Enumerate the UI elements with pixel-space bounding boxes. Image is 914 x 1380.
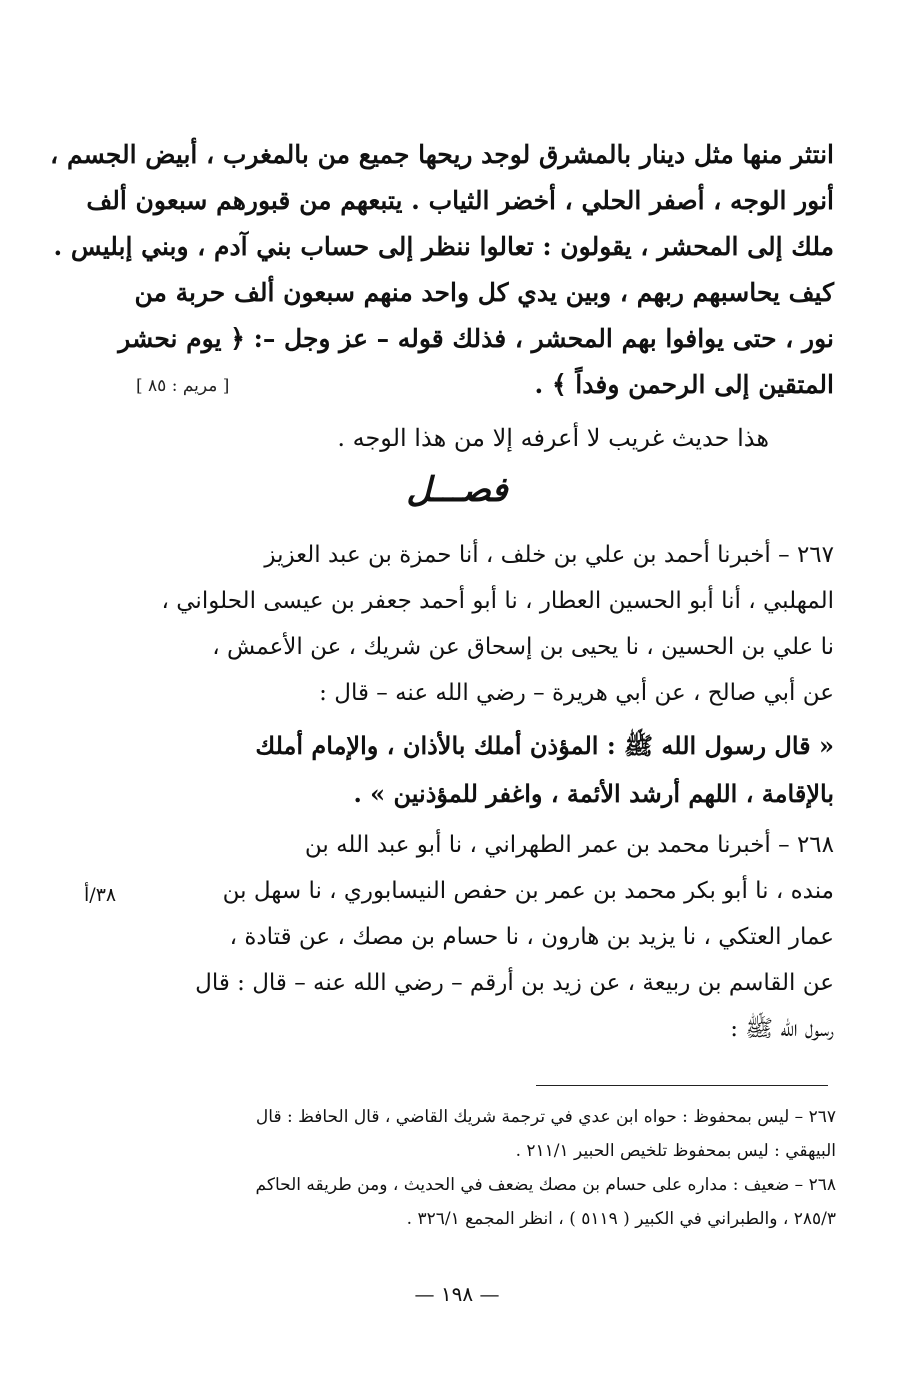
text-line: عمار العتكي ، نا يزيد بن هارون ، نا حسام بن مصك ، عن قتادة ، bbox=[229, 924, 834, 950]
text-line: المهلبي ، أنا أبو الحسين العطار ، نا أبو أحمد جعفر بن عيسى الحلواني ، bbox=[161, 588, 834, 614]
text-line: ٢٦٨ – أخبرنا محمد بن عمر الطهراني ، نا أبو عبد الله بن bbox=[304, 832, 834, 858]
text-line: منده ، نا أبو بكر محمد بن عمر بن حفص النيسابوري ، نا سهل بن bbox=[222, 878, 834, 904]
text-line: نا علي بن الحسين ، نا يحيى بن إسحاق عن شريك ، عن الأعمش ، bbox=[212, 634, 834, 660]
text-line: ملك إلى المحشر ، يقولون : تعالوا ننظر إلى حساب بني آدم ، وبني إبليس . bbox=[53, 232, 834, 261]
footnote-line: ٢٦٧ – ليس بمحفوظ : حواه ابن عدي في ترجمة شريك القاضي ، قال الحافظ : قال bbox=[255, 1107, 836, 1127]
page-number: — ١٩٨ — bbox=[414, 1282, 500, 1306]
text-line: كيف يحاسبهم ربهم ، وبين يدي كل واحد منهم سبعون ألف حربة من bbox=[134, 278, 834, 307]
section-heading: فصـــل bbox=[406, 470, 508, 510]
text-line: نور ، حتى يوافوا بهم المحشر ، فذلك قوله – عز وجل –: ﴿ يوم نحشر bbox=[118, 324, 834, 353]
text-line: عن أبي صالح ، عن أبي هريرة – رضي الله عنه – قال : bbox=[319, 680, 834, 706]
text-line: انتثر منها مثل دينار بالمشرق لوجد ريحها جميع من بالمغرب ، أبيض الجسم ، bbox=[50, 140, 834, 169]
hadith-268-chain bbox=[134, 822, 834, 1052]
footnotes bbox=[76, 1100, 836, 1236]
text-line: ٢٦٧ – أخبرنا أحمد بن علي بن خلف ، أنا حمزة بن عبد العزيز bbox=[264, 542, 834, 568]
footnote-line: ٢٦٨ – ضعيف : مداره على حسام بن مصك يضعف في الحديث ، ومن طريقه الحاكم bbox=[255, 1175, 836, 1195]
text-line: أنور الوجه ، أصفر الحلي ، أخضر الثياب . يتبعهم من قبورهم سبعون ألف bbox=[86, 186, 834, 215]
comment-line: هذا حديث غريب لا أعرفه إلا من هذا الوجه . bbox=[337, 424, 769, 452]
footnote-divider bbox=[536, 1085, 828, 1086]
author-comment bbox=[149, 418, 769, 458]
quote-line: « قال رسول الله ﷺ : المؤذن أملك بالأذان ، والإمام أملك bbox=[255, 731, 834, 760]
text-line: عن القاسم بن ربيعة ، عن زيد بن أرقم – رضي الله عنه – قال : قال bbox=[195, 970, 834, 996]
text-line: رسول الله ﷺ : bbox=[730, 1016, 834, 1042]
manuscript-folio-note: ٣٨/أ bbox=[84, 884, 117, 906]
quran-reference: [ مريم : ٨٥ ] bbox=[136, 376, 230, 396]
hadith-267-chain bbox=[134, 532, 834, 716]
footnote-line: البيهقي : ليس بمحفوظ تلخيص الحبير ٢١١/١ . bbox=[515, 1141, 836, 1161]
top-passage bbox=[50, 132, 834, 408]
hadith-267-text bbox=[134, 722, 834, 818]
quote-line: بالإقامة ، اللهم أرشد الأئمة ، واغفر للمؤذنين » . bbox=[353, 779, 834, 808]
text-line: المتقين إلى الرحمن وفداً ﴾ . bbox=[534, 370, 834, 399]
footnote-line: ٢٨٥/٣ ، والطبراني في الكبير ( ٥١١٩ ) ، انظر المجمع ٣٢٦/١ . bbox=[406, 1209, 836, 1229]
